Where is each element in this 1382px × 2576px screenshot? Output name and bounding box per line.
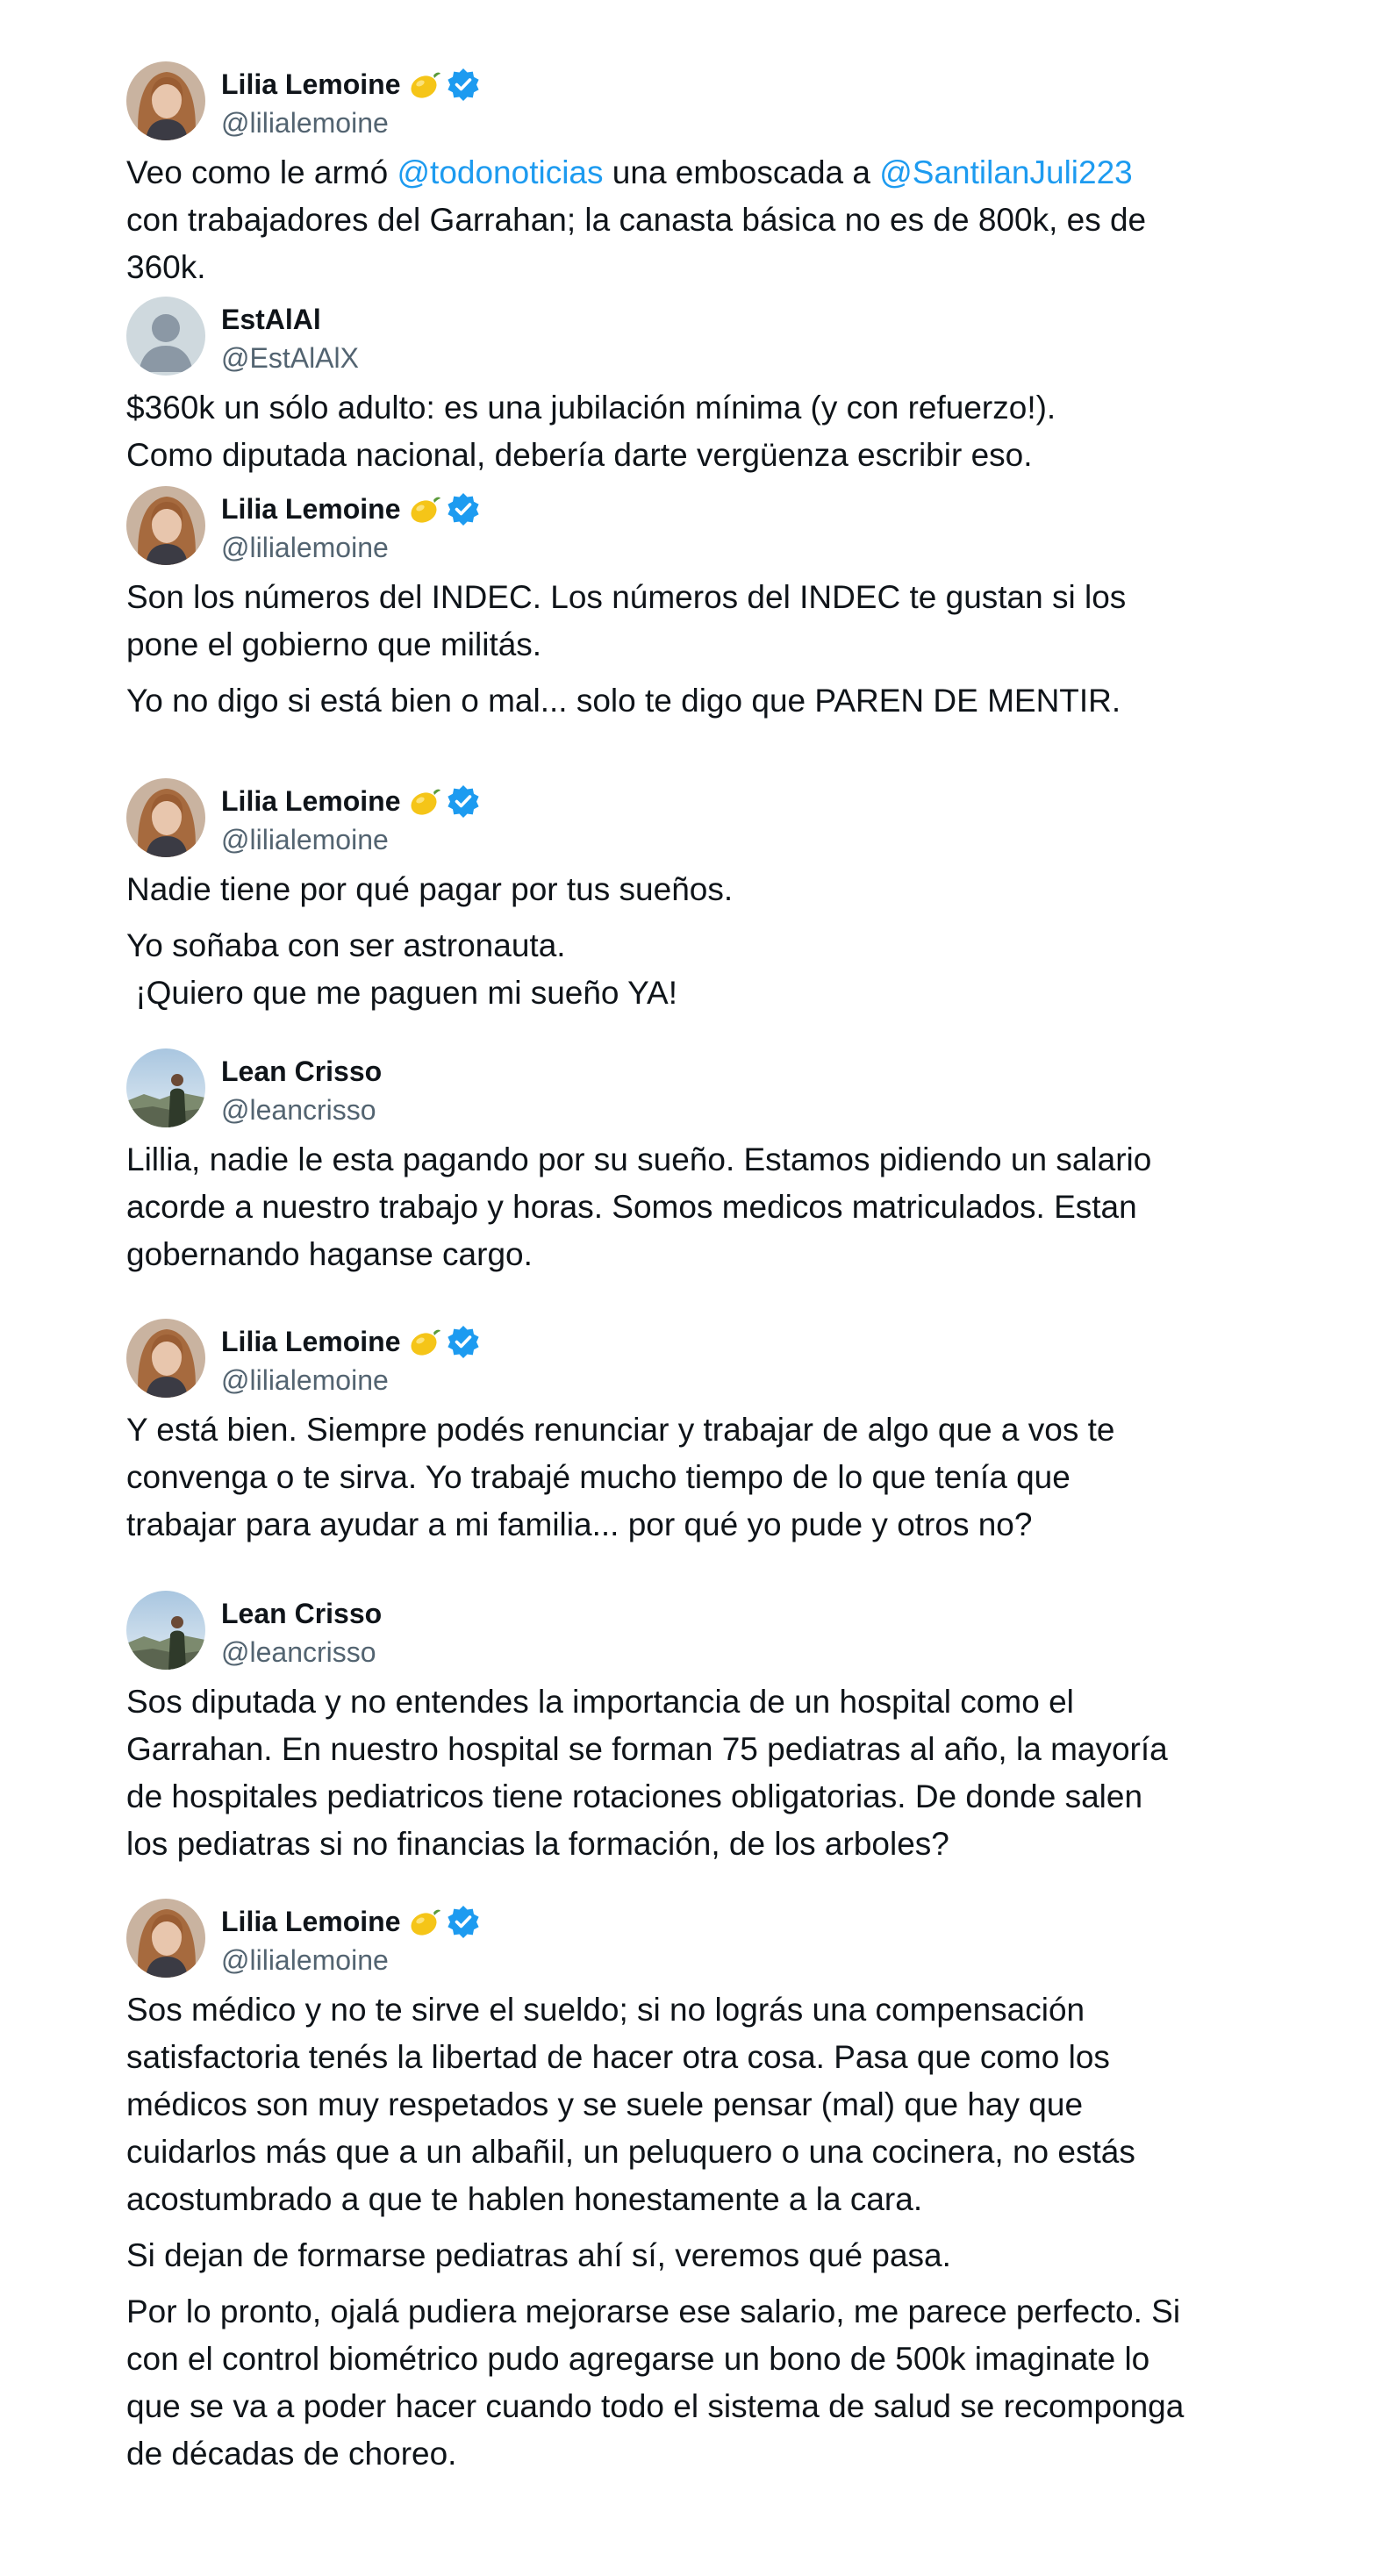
text-segment: una emboscada a bbox=[603, 154, 880, 190]
text-segment: Veo como le armó bbox=[126, 154, 397, 190]
tweet-text bbox=[126, 384, 1267, 479]
text-segment: Por lo pronto, ojalá pudiera mejorarse ese salario, me parece perfecto. Si con el control biométrico pudo agregarse un bono de 500k imaginate lo que se va a poder hacer cuando todo el sistema de salud se recomponga de décadas de choreo. bbox=[126, 2293, 1185, 2472]
text-segment: Y está bien. Siempre podés renunciar y trabajar de algo que a vos te convenga o te sirva. Yo trabajé mucho tiempo de lo que tenía que trabajar para ayudar a mi familia... por qué yo pude y otros no? bbox=[126, 1412, 1115, 1542]
tweet[interactable] bbox=[126, 778, 1267, 1026]
avatar-lilia-icon[interactable] bbox=[126, 1319, 205, 1398]
user-handle[interactable]: @lilialemoine bbox=[221, 824, 389, 855]
user-handle[interactable]: @lilialemoine bbox=[221, 532, 389, 563]
tweet-paragraph bbox=[126, 866, 1267, 913]
tweet-text bbox=[126, 1986, 1267, 2478]
display-name[interactable]: Lilia Lemoine bbox=[221, 1326, 401, 1357]
tweet-paragraph bbox=[126, 1136, 1267, 1278]
tweet[interactable] bbox=[126, 61, 1267, 300]
display-name-line bbox=[221, 1902, 481, 1941]
text-segment: Lillia, nadie le esta pagando por su sueño. Estamos pidiendo un salario acorde a nuestro trabajo y horas. Somos medicos matriculados. Estan gobernando haganse cargo. bbox=[126, 1141, 1152, 1272]
tweet-paragraph bbox=[126, 2288, 1267, 2478]
author-info bbox=[221, 1902, 481, 1979]
tweet-header bbox=[126, 778, 1267, 857]
author-info bbox=[221, 782, 481, 859]
tweet[interactable] bbox=[126, 1048, 1267, 1287]
display-name-line bbox=[221, 65, 481, 104]
tweet[interactable] bbox=[126, 1319, 1267, 1557]
tweet-text bbox=[126, 1136, 1267, 1278]
avatar-lilia-icon[interactable] bbox=[126, 486, 205, 565]
display-name[interactable]: Lilia Lemoine bbox=[221, 1906, 401, 1937]
tweet-paragraph bbox=[126, 574, 1267, 669]
lemon-icon bbox=[407, 67, 442, 102]
user-handle[interactable]: @EstAlAlX bbox=[221, 342, 359, 374]
text-segment: con trabajadores del Garrahan; la canasta básica no es de 800k, es de 360k. bbox=[126, 202, 1147, 285]
default-avatar-icon[interactable] bbox=[126, 297, 205, 376]
display-name[interactable]: Lean Crisso bbox=[221, 1598, 383, 1629]
user-handle[interactable]: @lilialemoine bbox=[221, 1944, 389, 1976]
display-name-line bbox=[221, 1052, 382, 1091]
avatar-lean-icon[interactable] bbox=[126, 1048, 205, 1127]
mention-link[interactable]: @todonoticias bbox=[397, 154, 604, 190]
verified-badge-icon[interactable] bbox=[446, 1324, 481, 1359]
author-info bbox=[221, 300, 359, 377]
text-segment: Son los números del INDEC. Los números del INDEC te gustan si los pone el gobierno que militás. bbox=[126, 579, 1127, 662]
display-name[interactable]: EstAlAl bbox=[221, 304, 321, 335]
text-segment: Nadie tiene por qué pagar por tus sueños. bbox=[126, 871, 734, 907]
tweet-paragraph bbox=[126, 149, 1267, 291]
tweet-paragraph bbox=[126, 1406, 1267, 1549]
display-name[interactable]: Lean Crisso bbox=[221, 1055, 383, 1087]
avatar-lilia-icon[interactable] bbox=[126, 61, 205, 140]
text-segment: Sos diputada y no entendes la importancia de un hospital como el Garrahan. En nuestro hospital se forman 75 pediatras al año, la mayoría de hospitales pediatricos tiene rotaciones obligatorias. De donde salen los pediatras si no financias la formación, de los arboles? bbox=[126, 1684, 1168, 1862]
lemon-icon bbox=[407, 1904, 442, 1939]
tweet-text bbox=[126, 866, 1267, 1017]
display-name-line bbox=[221, 1594, 382, 1633]
tweet-header bbox=[126, 486, 1267, 565]
avatar-lilia-icon[interactable] bbox=[126, 1899, 205, 1978]
lemon-icon bbox=[407, 491, 442, 526]
verified-badge-icon[interactable] bbox=[446, 784, 481, 819]
display-name[interactable]: Lilia Lemoine bbox=[221, 785, 401, 817]
author-info bbox=[221, 1052, 382, 1129]
tweet-paragraph bbox=[126, 922, 1267, 1017]
display-name-line bbox=[221, 490, 481, 528]
tweet-header bbox=[126, 297, 1267, 376]
tweet[interactable] bbox=[126, 297, 1267, 488]
tweet-text bbox=[126, 1406, 1267, 1549]
tweet-header bbox=[126, 1048, 1267, 1127]
lemon-icon bbox=[407, 1324, 442, 1359]
tweet-header bbox=[126, 1319, 1267, 1398]
author-info bbox=[221, 65, 481, 142]
user-handle[interactable]: @leancrisso bbox=[221, 1094, 376, 1126]
tweet-header bbox=[126, 1591, 1267, 1670]
user-handle[interactable]: @leancrisso bbox=[221, 1636, 376, 1668]
author-info bbox=[221, 1322, 481, 1399]
tweet-header bbox=[126, 1899, 1267, 1978]
tweet-paragraph bbox=[126, 2232, 1267, 2279]
text-segment: $360k un sólo adulto: es una jubilación mínima (y con refuerzo!). Como diputada nacional, debería darte vergüenza escribir eso. bbox=[126, 390, 1056, 473]
display-name[interactable]: Lilia Lemoine bbox=[221, 493, 401, 525]
tweet[interactable] bbox=[126, 1899, 1267, 2487]
tweet-text bbox=[126, 1678, 1267, 1868]
tweet-text bbox=[126, 574, 1267, 725]
display-name[interactable]: Lilia Lemoine bbox=[221, 68, 401, 100]
verified-badge-icon[interactable] bbox=[446, 67, 481, 102]
mention-link[interactable]: @SantilanJuli223 bbox=[879, 154, 1133, 190]
tweet-paragraph bbox=[126, 384, 1267, 479]
tweet-paragraph bbox=[126, 1678, 1267, 1868]
display-name-line bbox=[221, 1322, 481, 1361]
user-handle[interactable]: @lilialemoine bbox=[221, 1364, 389, 1396]
tweet-text bbox=[126, 149, 1267, 291]
tweet[interactable] bbox=[126, 1591, 1267, 1877]
tweet-header bbox=[126, 61, 1267, 140]
author-info bbox=[221, 490, 481, 567]
text-segment: Si dejan de formarse pediatras ahí sí, veremos qué pasa. bbox=[126, 2237, 951, 2273]
display-name-line bbox=[221, 300, 359, 339]
tweet[interactable] bbox=[126, 486, 1267, 733]
avatar-lilia-icon[interactable] bbox=[126, 778, 205, 857]
user-handle[interactable]: @lilialemoine bbox=[221, 107, 389, 139]
text-segment: Yo soñaba con ser astronauta. ¡Quiero que me paguen mi sueño YA! bbox=[126, 927, 678, 1011]
display-name-line bbox=[221, 782, 481, 820]
verified-badge-icon[interactable] bbox=[446, 1904, 481, 1939]
tweet-paragraph bbox=[126, 677, 1267, 725]
tweet-paragraph bbox=[126, 1986, 1267, 2223]
lemon-icon bbox=[407, 784, 442, 819]
verified-badge-icon[interactable] bbox=[446, 491, 481, 526]
author-info bbox=[221, 1594, 382, 1671]
avatar-lean-icon[interactable] bbox=[126, 1591, 205, 1670]
text-segment: Sos médico y no te sirve el sueldo; si no lográs una compensación satisfactoria tenés la libertad de hacer otra cosa. Pasa que como los médicos son muy respetados y se suele pensar (mal) que hay que cuidarlos más que a un albañil, un peluquero o una cocinera, no estás acostumbrado a que te hablen honestamente a la cara. bbox=[126, 1992, 1135, 2217]
text-segment: Yo no digo si está bien o mal... solo te digo que PAREN DE MENTIR. bbox=[126, 683, 1121, 719]
